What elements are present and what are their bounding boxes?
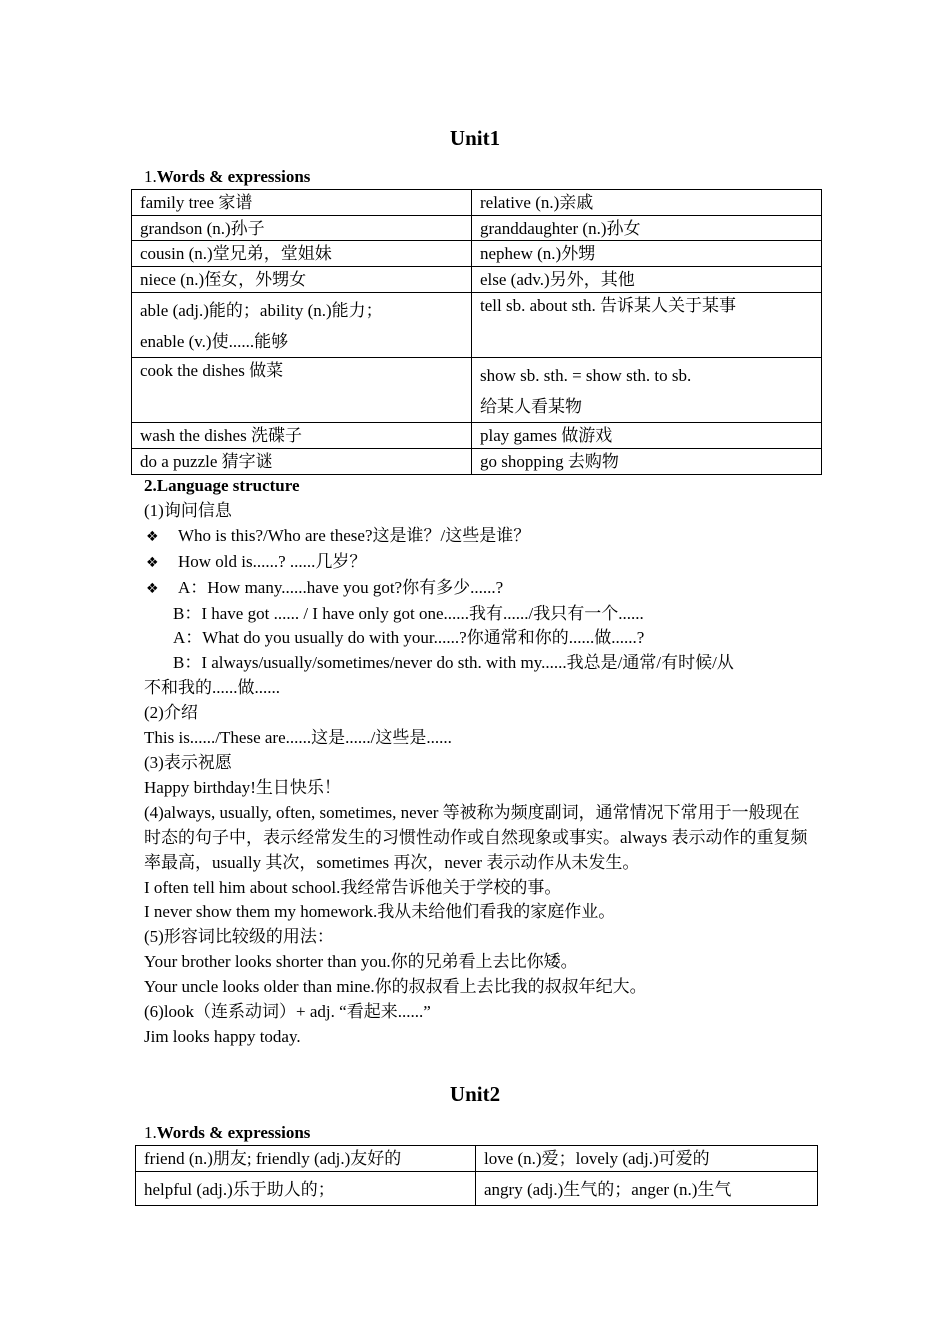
table-cell: angry (adj.)生气的；anger (n.)生气 [476, 1172, 818, 1206]
dialogue-line: B：I always/usually/sometimes/never do sth. with my......我总是/通常/有时候/从 [173, 653, 734, 673]
dialogue-line-continued: 不和我的......做...... [144, 678, 280, 698]
table-row [132, 358, 822, 423]
bullet-item [144, 550, 814, 576]
table-cell: cousin (n.)堂兄弟，堂姐妹 [132, 241, 472, 267]
table-row [132, 423, 822, 449]
subsection-heading: (3)表示祝愿 [144, 752, 232, 772]
example-line: Your brother looks shorter than you.你的兄弟看上去比你矮。 [144, 952, 578, 972]
table-cell: go shopping 去购物 [472, 449, 822, 475]
table-cell [132, 293, 472, 358]
diamond-bullet-icon: ❖ [146, 528, 159, 545]
unit1-vocab-table [131, 189, 822, 475]
table-row [136, 1172, 818, 1206]
example-line: This is....../These are......这是....../这些是...... [144, 728, 452, 748]
dialogue-line: B：I have got ...... / I have only got one......我有....../我只有一个...... [173, 603, 644, 623]
table-cell: cook the dishes 做菜 [132, 358, 472, 423]
table-cell: love (n.)爱；lovely (adj.)可爱的 [476, 1146, 818, 1172]
example-line: I often tell him about school.我经常告诉他关于学校的事。 [144, 877, 562, 897]
cell-line: able (adj.)能的；ability (n.)能力； [140, 301, 383, 320]
table-cell: nephew (n.)外甥 [472, 241, 822, 267]
bullet-text: How old is......? ......几岁？ [178, 551, 367, 571]
subsection-heading: (2)介绍 [144, 703, 198, 723]
bullet-text: Who is this?/Who are these?这是谁？/这些是谁？ [178, 525, 531, 545]
table-cell: play games 做游戏 [472, 423, 822, 449]
subsection-heading: (1)询问信息 [144, 500, 232, 520]
table-cell: tell sb. about sth. 告诉某人关于某事 [472, 293, 822, 358]
unit2-title: Unit2 [449, 1082, 501, 1106]
paragraph: (4)always, usually, often, sometimes, never 等被称为频度副词，通常情况下常用于一般现在时态的句子中，表示经常发生的习惯性动作或自然现象或事实。always 表示动作的重复频率最高，usually 其次，sometimes 再次，never 表示动作从未发生。 [144, 802, 808, 872]
subsection-heading: (5)形容词比较级的用法： [144, 927, 334, 947]
table-row [132, 190, 822, 216]
dialogue-line: A：What do you usually do with your......?你通常和你的......做......? [173, 628, 645, 648]
table-cell: wash the dishes 洗碟子 [132, 423, 472, 449]
diamond-bullet-icon: ❖ [146, 580, 159, 597]
bullet-item [144, 576, 814, 602]
cell-line: show sb. sth. = show sth. to sb. [480, 366, 692, 385]
table-row [132, 267, 822, 293]
table-cell: do a puzzle 猜字谜 [132, 449, 472, 475]
table-cell: friend (n.)朋友; friendly (adj.)友好的 [136, 1146, 476, 1172]
cell-line: 给某人看某物 [480, 397, 582, 416]
bullet-text: A：How many......have you got?你有多少......? [178, 577, 504, 597]
table-row [132, 241, 822, 267]
table-cell: niece (n.)侄女，外甥女 [132, 267, 472, 293]
unit1-words-heading-number: 1. [144, 167, 157, 186]
table-cell: relative (n.)亲戚 [472, 190, 822, 216]
unit2-words-heading-number: 1. [144, 1123, 157, 1142]
table-cell: else (adv.)另外，其他 [472, 267, 822, 293]
example-line: I never show them my homework.我从未给他们看我的家庭作业。 [144, 902, 616, 922]
unit2-vocab-table [135, 1145, 818, 1206]
section-heading: 2.Language structure [144, 476, 300, 495]
table-cell: granddaughter (n.)孙女 [472, 216, 822, 241]
unit1-words-heading-text: Words & expressions [156, 167, 311, 186]
unit2-words-heading [144, 1122, 310, 1144]
unit1-language-structure [144, 474, 814, 1050]
table-cell: family tree 家谱 [132, 190, 472, 216]
table-row [132, 216, 822, 241]
subsection-heading: (6)look（连系动词）+ adj. “看起来......” [144, 1002, 431, 1022]
unit2-words-heading-text: Words & expressions [156, 1123, 311, 1142]
cell-line: enable (v.)使......能够 [140, 332, 289, 351]
diamond-bullet-icon: ❖ [146, 554, 159, 571]
example-line: Happy birthday!生日快乐！ [144, 777, 341, 797]
table-row [136, 1146, 818, 1172]
bullet-item [144, 524, 814, 550]
table-row [132, 293, 822, 358]
example-line: Your uncle looks older than mine.你的叔叔看上去比我的叔叔年纪大。 [144, 977, 647, 997]
table-row [132, 449, 822, 475]
unit1-title: Unit1 [449, 126, 501, 150]
table-cell [472, 358, 822, 423]
table-cell: grandson (n.)孙子 [132, 216, 472, 241]
table-cell: helpful (adj.)乐于助人的； [136, 1172, 476, 1206]
unit1-words-heading [144, 166, 310, 188]
example-line: Jim looks happy today. [144, 1026, 301, 1046]
